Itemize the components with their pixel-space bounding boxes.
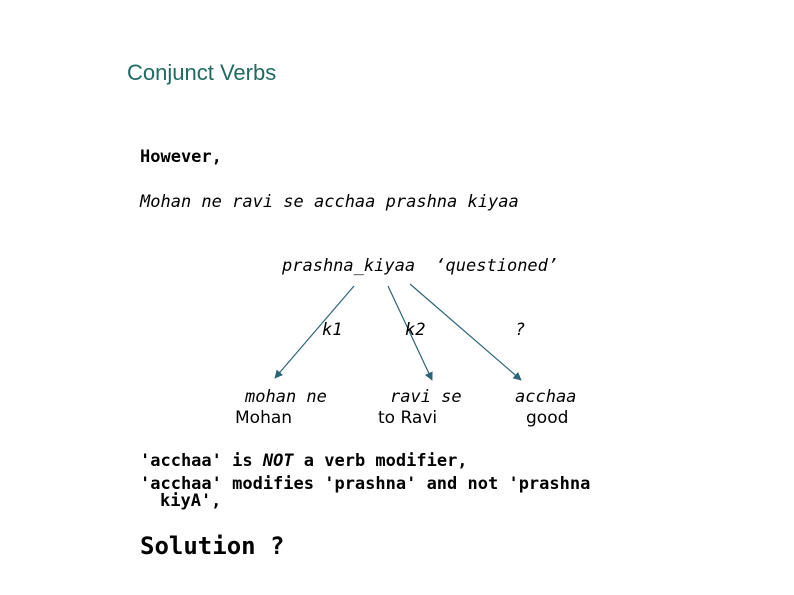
label-k2: k2	[405, 320, 426, 340]
node-acchaa-word: acchaa	[515, 387, 577, 407]
however-text: However,	[140, 147, 222, 167]
note-line-1-post: a verb modifier,	[293, 451, 468, 471]
note-line-1	[140, 453, 468, 470]
example-sentence: Mohan ne ravi se acchaa prashna kiyaa	[140, 192, 519, 212]
note-line-1-emph: NOT	[262, 451, 294, 471]
arrow-unknown	[410, 284, 521, 380]
note-line-2: 'acchaa' modifies 'prashna' and not 'prashna	[140, 474, 591, 494]
node-mohan-gloss: Mohan	[235, 408, 293, 428]
note-line-1-pre: 'acchaa' is	[140, 451, 263, 471]
node-ravi-gloss: to Ravi	[378, 408, 438, 428]
note-line-3: kiyA',	[160, 491, 222, 511]
slide-title: Conjunct Verbs	[127, 60, 277, 85]
node-mohan-word: mohan ne	[245, 387, 327, 407]
node-ravi-word: ravi se	[390, 387, 462, 407]
node-acchaa-gloss: good	[526, 408, 569, 428]
head-gloss: ‘questioned’	[435, 256, 559, 276]
head-word: prashna_kiyaa	[282, 256, 416, 276]
label-unknown: ?	[515, 320, 526, 340]
label-k1: k1	[322, 320, 343, 340]
solution-text: Solution ?	[140, 532, 285, 560]
